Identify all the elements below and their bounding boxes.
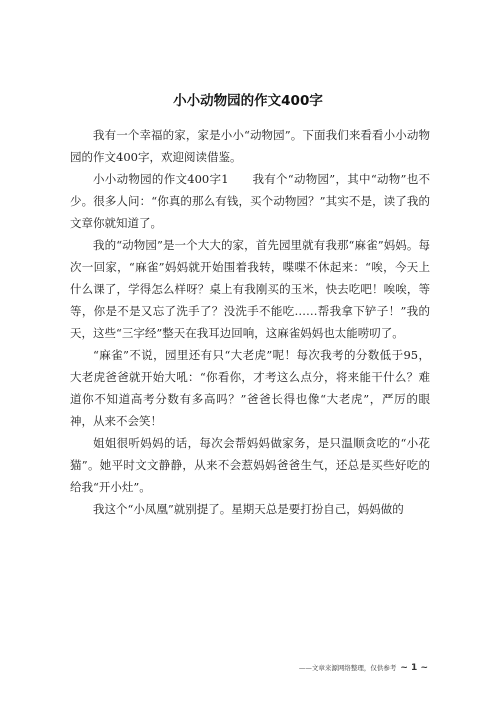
page-footer xyxy=(0,663,428,673)
article-body xyxy=(70,124,430,520)
source-note: ——文章来源网络整理，仅供参考 xyxy=(298,664,397,672)
paragraph-4: 姐姐很听妈妈的话，每次会帮妈妈做家务，是只温顺贪吃的“小花猫”。她平时文文静静，从来不会惹妈妈爸爸生气，还总是买些好吃的给我“开小灶”。 xyxy=(70,436,430,494)
page-number: ~ 1 ~ xyxy=(400,663,428,673)
paragraph-1: 小小动物园的作文400字1 我有个“动物园”，其中“动物”也不少。很多人问：“你真的那么有钱，买个动物园？”其实不是，读了我的文章你就知道了。 xyxy=(70,172,430,230)
article-title: 小小动物园的作文400字 xyxy=(173,93,323,109)
paragraph-3: “麻雀”不说，园里还有只“大老虎”呢！每次我考的分数低于95，大老虎爸爸就开始大吼：“你看你，才考这么点分，将来能干什么？难道你不知道高考分数有多高吗？”爸爸长得也像“大老虎”，严厉的眼神，从来不会笑！ xyxy=(70,348,430,428)
paragraph-5: 我这个“小凤凰”就别提了。星期天总是要打扮自己，妈妈做的 xyxy=(93,502,404,516)
paragraph-intro: 我有一个幸福的家，家是小小“动物园”。下面我们来看看小小动物园的作文400字，欢迎阅读借鉴。 xyxy=(70,128,430,164)
paragraph-2: 我的“动物园”是一个大大的家，首先园里就有我那“麻雀”妈妈。每次一回家，“麻雀”妈妈就开始围着我转，喋喋不休起来：“唉，今天上什么课了，学得怎么样呀？桌上有我刚买的玉米，快去吃吧！唉唉，等等，你是不是又忘了洗手了？没洗手不能吃……帮我拿下铲子！”我的天，这些“三字经”整天在我耳边回响，这麻雀妈妈也太能唠叨了。 xyxy=(70,238,430,340)
